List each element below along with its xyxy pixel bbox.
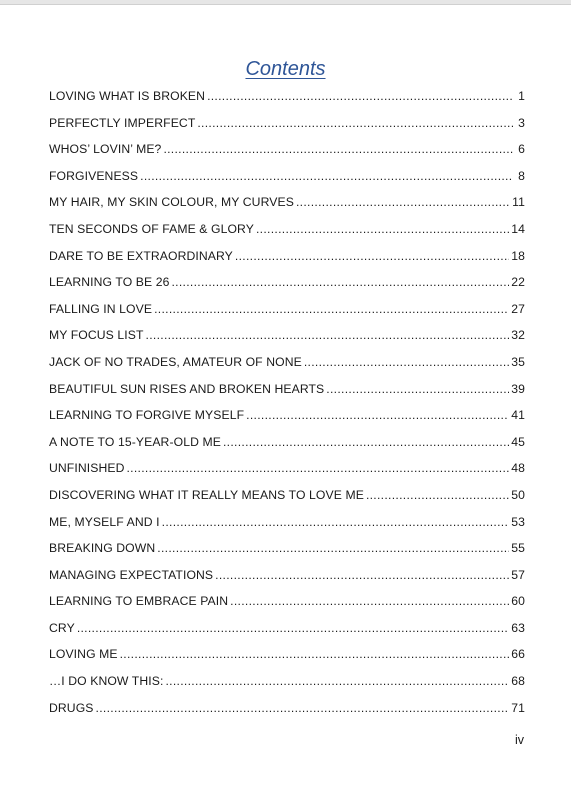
toc-dot-leader: [157, 538, 509, 559]
toc-entry[interactable]: [49, 565, 525, 592]
toc-entry[interactable]: [49, 192, 525, 219]
toc-entry-page: 57: [511, 567, 525, 582]
toc-dot-leader: [197, 113, 513, 134]
toc-entry[interactable]: [49, 113, 525, 140]
toc-entry[interactable]: [49, 432, 525, 459]
toc-entry-page: 45: [511, 434, 525, 449]
toc-entry[interactable]: [49, 618, 525, 645]
toc-dot-leader: [230, 591, 509, 612]
toc-dot-leader: [162, 512, 510, 533]
toc-entry-title: FORGIVENESS: [49, 168, 139, 183]
toc-entry[interactable]: [49, 139, 525, 166]
toc-entry-title: MY HAIR, MY SKIN COLOUR, MY CURVES: [49, 195, 294, 210]
toc-dot-leader: [154, 299, 509, 320]
toc-entry-page: 50: [511, 487, 525, 502]
toc-entry[interactable]: [49, 379, 525, 406]
toc-entry[interactable]: [49, 86, 525, 113]
toc-entry[interactable]: [49, 325, 525, 352]
toc-entry-page: 68: [511, 674, 525, 689]
toc-entry-page: 1: [518, 89, 525, 103]
toc-dot-leader: [207, 86, 513, 107]
toc-entry-page: 63: [511, 620, 525, 635]
toc-entry-page: 53: [511, 514, 525, 529]
toc-entry-title: JACK OF NO TRADES, AMATEUR OF NONE: [49, 354, 302, 369]
toc-entry[interactable]: [49, 299, 525, 326]
toc-dot-leader: [296, 192, 510, 213]
toc-entry-title: DISCOVERING WHAT IT REALLY MEANS TO LOVE ME: [49, 487, 364, 502]
toc-dot-leader: [171, 272, 509, 293]
toc-entry-title: CRY: [49, 620, 75, 635]
toc-dot-leader: [235, 246, 509, 267]
toc-entry-title: UNFINISHED: [49, 461, 125, 476]
toc-entry-page: 71: [511, 700, 525, 715]
toc-entry-title: A NOTE TO 15-YEAR-OLD ME: [49, 434, 221, 449]
toc-entry[interactable]: [49, 246, 525, 273]
toc-entry[interactable]: [49, 352, 525, 379]
toc-dot-leader: [326, 379, 509, 400]
toc-entry[interactable]: [49, 512, 525, 539]
toc-entry-page: 48: [511, 461, 525, 476]
toc-dot-leader: [366, 485, 509, 506]
toc-entry-page: 32: [511, 328, 525, 343]
toc-entry-title: LEARNING TO FORGIVE MYSELF: [49, 408, 245, 423]
toc-entry-title: PERFECTLY IMPERFECT: [49, 115, 196, 130]
toc-dot-leader: [146, 325, 510, 346]
toc-dot-leader: [120, 644, 510, 665]
toc-entry[interactable]: [49, 671, 525, 698]
toc-dot-leader: [163, 139, 513, 160]
toc-dot-leader: [77, 618, 509, 639]
toc-entry-title: DRUGS: [49, 700, 94, 715]
toc-entry[interactable]: [49, 591, 525, 618]
toc-entry-title: LOVING ME: [49, 647, 118, 662]
toc-entry[interactable]: [49, 538, 525, 565]
toc-entry-page: 3: [518, 115, 525, 130]
toc-entry-page: 22: [511, 275, 525, 290]
toc-entry-title: WHOS’ LOVIN’ ME?: [49, 142, 162, 157]
toc-dot-leader: [304, 352, 509, 373]
toc-entry-page: 60: [511, 594, 525, 609]
toc-dot-leader: [256, 219, 509, 240]
toc-entry[interactable]: [49, 166, 525, 193]
toc-entry[interactable]: [49, 485, 525, 512]
toc-dot-leader: [140, 166, 513, 187]
toc-dot-leader: [246, 405, 509, 426]
toc-entry-title: DARE TO BE EXTRAORDINARY: [49, 248, 233, 263]
toc-entry-page: 6: [518, 142, 525, 157]
toc-entry[interactable]: [49, 644, 525, 671]
toc-entry-title: ME, MYSELF AND I: [49, 514, 160, 529]
toc-dot-leader: [223, 432, 509, 453]
toc-entry-page: 66: [511, 647, 525, 662]
toc-dot-leader: [96, 698, 510, 719]
toc-entry-page: 8: [518, 168, 525, 183]
toc-entry-title: BEAUTIFUL SUN RISES AND BROKEN HEARTS: [49, 381, 325, 396]
toc-entry[interactable]: [49, 405, 525, 432]
toc-entry-title: MANAGING EXPECTATIONS: [49, 567, 214, 582]
toc-entry-page: 18: [511, 248, 525, 263]
toc-entry-page: 27: [511, 301, 525, 316]
toc-entry-title: FALLING IN LOVE: [49, 301, 153, 316]
toc-entry-page: 11: [512, 195, 525, 210]
toc-entry-title: …I DO KNOW THIS:: [49, 674, 164, 689]
toc-entry-title: LEARNING TO BE 26: [49, 275, 170, 290]
toc-entry-page: 35: [511, 354, 525, 369]
toc-entry[interactable]: [49, 219, 525, 246]
toc-entry-page: 14: [511, 221, 525, 236]
toc-entry[interactable]: [49, 458, 525, 485]
toc-entry-page: 55: [511, 541, 525, 556]
toc-entry-title: LEARNING TO EMBRACE PAIN: [49, 594, 229, 609]
toc-entry[interactable]: [49, 272, 525, 299]
toc-dot-leader: [165, 671, 509, 692]
toc-entry-title: BREAKING DOWN: [49, 541, 156, 556]
toc-dot-leader: [126, 458, 509, 479]
toc-entry[interactable]: [49, 698, 525, 725]
toc-entry-title: MY FOCUS LIST: [49, 328, 144, 343]
toc-entry-page: 41: [511, 408, 525, 423]
toc-entry-title: TEN SECONDS OF FAME & GLORY: [49, 221, 254, 236]
table-of-contents: [49, 86, 525, 724]
toc-entry-title: LOVING WHAT IS BROKEN: [49, 89, 206, 103]
toc-dot-leader: [215, 565, 509, 586]
toc-entry-page: 39: [511, 381, 525, 396]
contents-heading: Contents: [245, 58, 326, 80]
page-number: iv: [514, 733, 524, 747]
